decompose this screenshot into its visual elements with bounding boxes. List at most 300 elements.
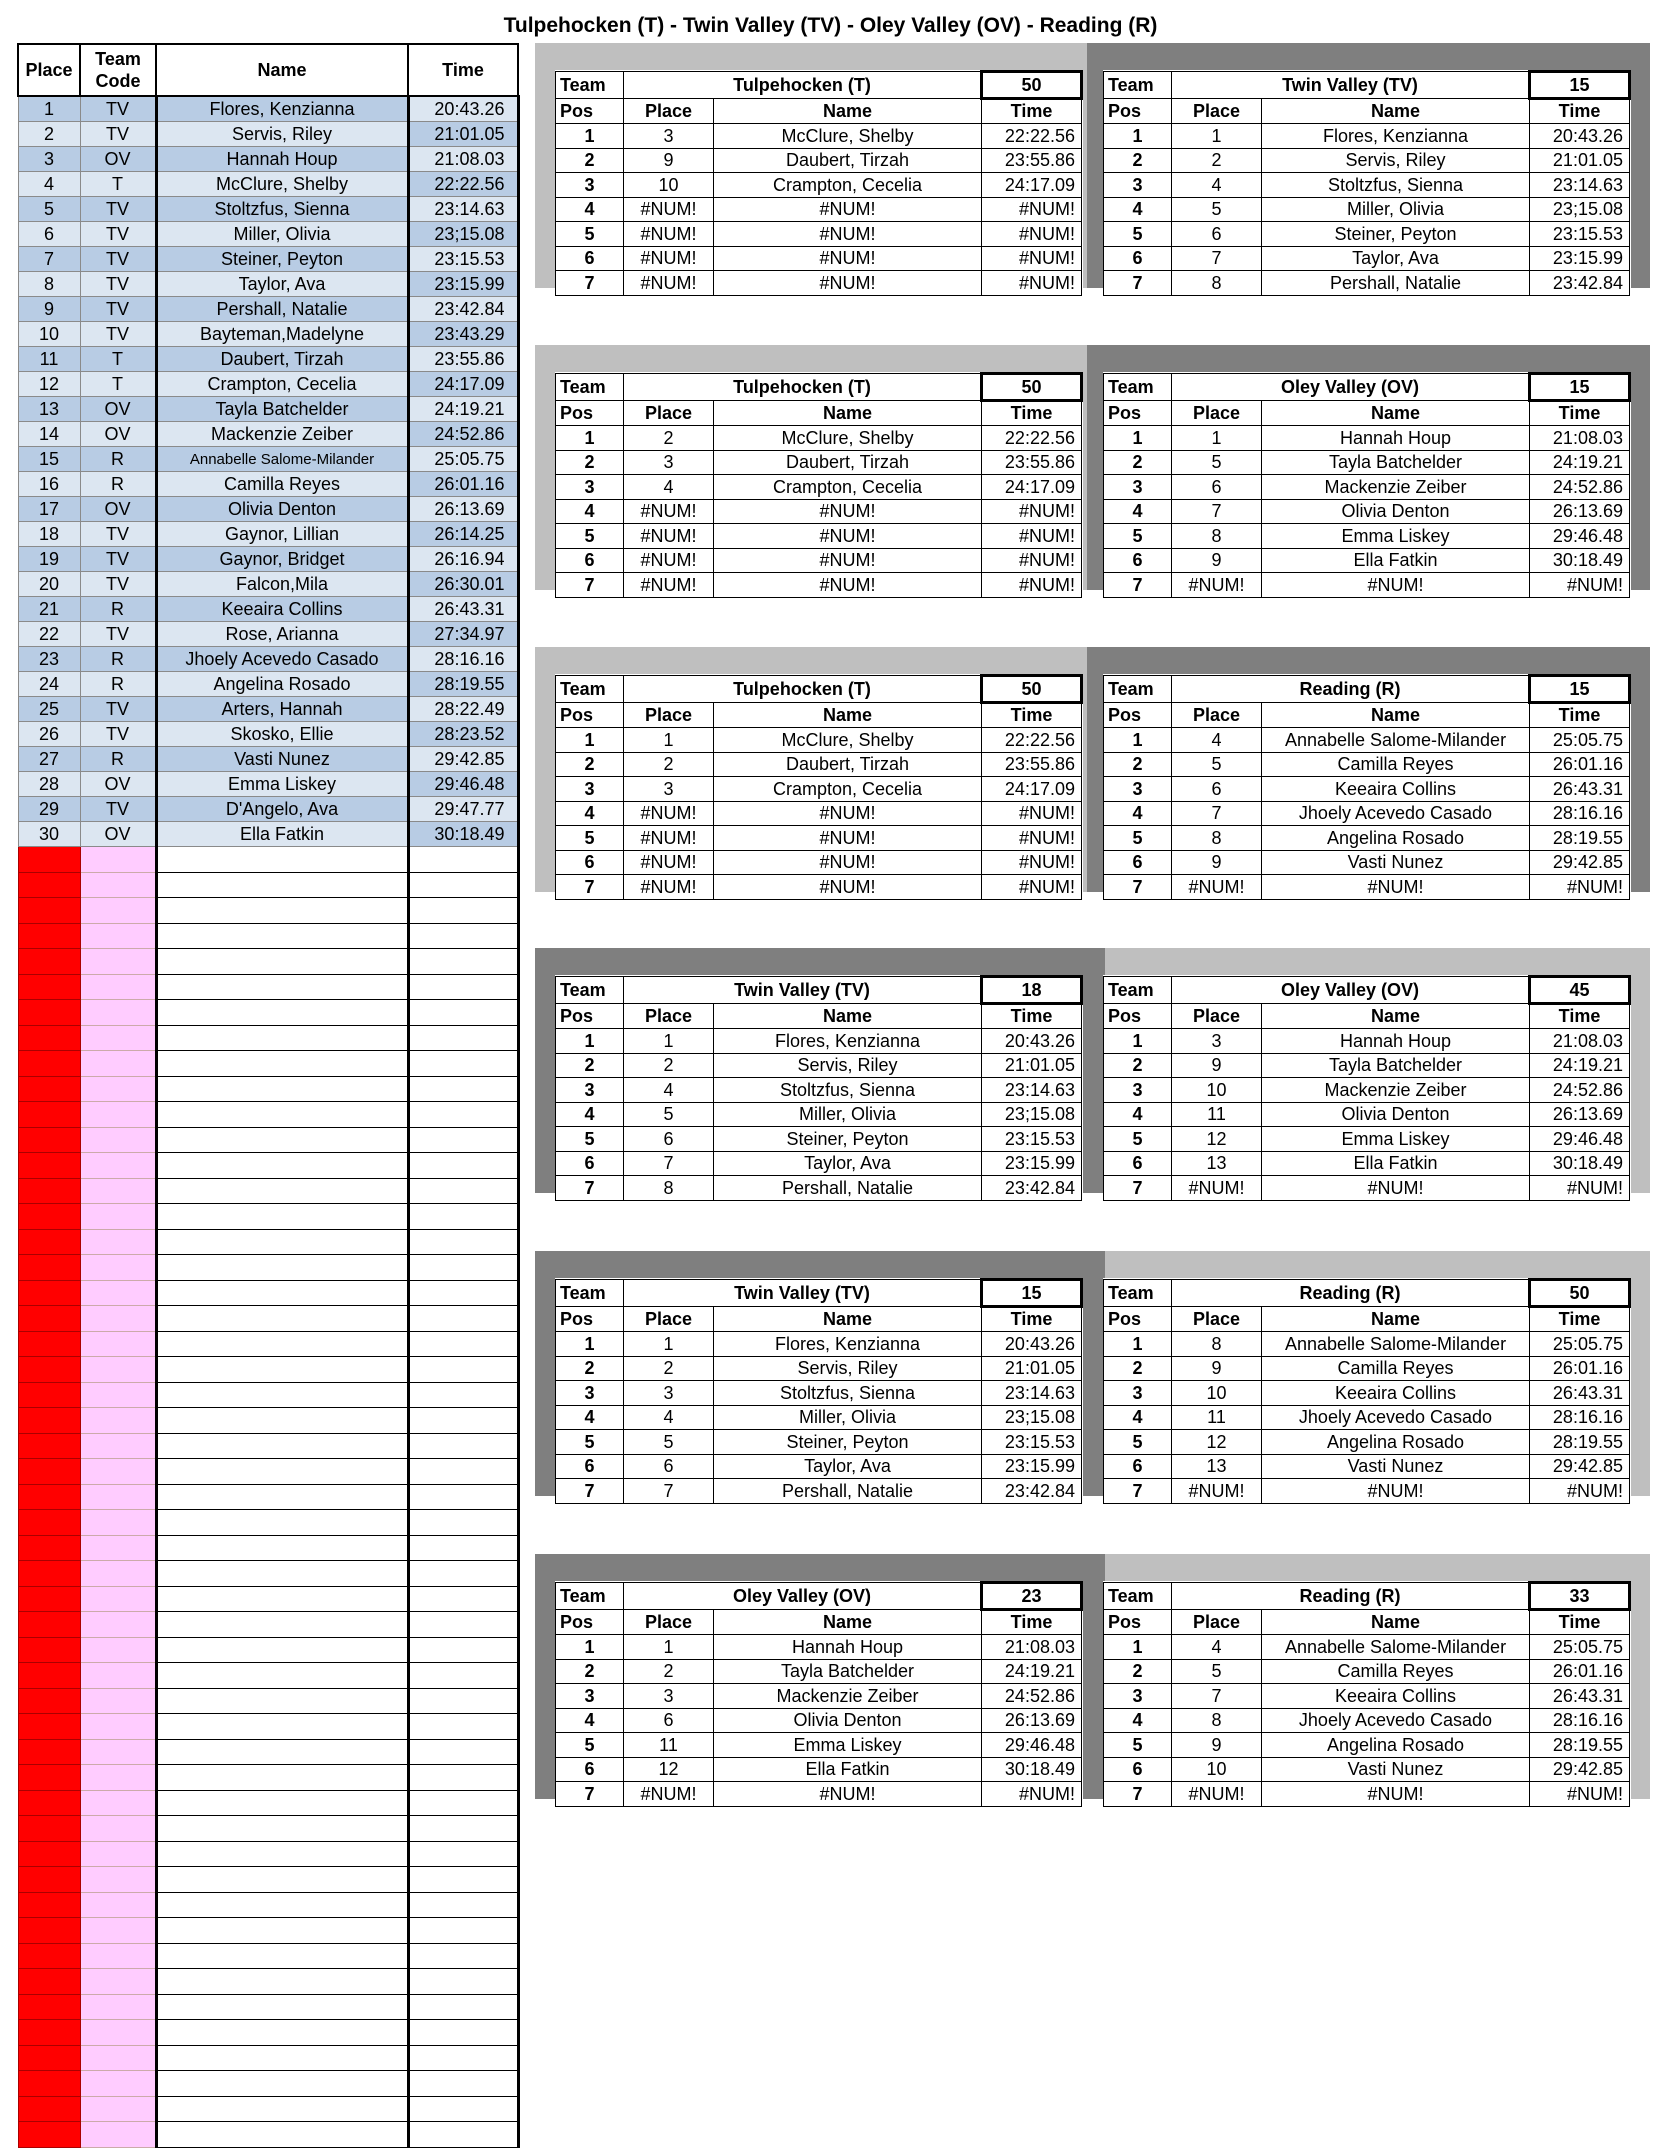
- runner-row: [556, 1332, 1082, 1357]
- runner-place: 3: [624, 450, 714, 475]
- result-place: 2: [18, 122, 80, 147]
- result-team-code: TV: [80, 722, 156, 747]
- empty-cell: [156, 1918, 408, 1944]
- result-time: 28:23.52: [408, 722, 518, 747]
- empty-cell: [18, 1867, 80, 1893]
- runner-name: McClure, Shelby: [714, 426, 982, 451]
- runner-time: 23:42.84: [1530, 271, 1630, 296]
- runner-pos: 5: [556, 1430, 624, 1455]
- empty-row: [18, 2071, 518, 2097]
- empty-cell: [156, 949, 408, 975]
- column-header-row: [1104, 400, 1630, 426]
- empty-cell: [18, 1739, 80, 1765]
- runner-place: 11: [624, 1733, 714, 1758]
- runner-time: 23:42.84: [982, 1479, 1082, 1504]
- empty-row: [18, 898, 518, 924]
- runner-pos: 2: [556, 450, 624, 475]
- pos-label: Pos: [556, 1306, 624, 1332]
- result-team-code: OV: [80, 397, 156, 422]
- team-label: Team: [556, 1583, 624, 1610]
- empty-cell: [80, 1280, 156, 1306]
- result-place: 19: [18, 547, 80, 572]
- empty-cell: [80, 1127, 156, 1153]
- team-header-row: [556, 1280, 1082, 1307]
- runner-pos: 3: [1104, 475, 1172, 500]
- empty-cell: [18, 1331, 80, 1357]
- runner-place: 2: [624, 752, 714, 777]
- runner-row: [1104, 499, 1630, 524]
- empty-cell: [18, 2071, 80, 2097]
- name-label: Name: [714, 400, 982, 426]
- pos-label: Pos: [1104, 1609, 1172, 1635]
- runner-place: 8: [1172, 271, 1262, 296]
- time-label: Time: [982, 1609, 1082, 1635]
- result-time: 24:19.21: [408, 397, 518, 422]
- team-score: 50: [1530, 1280, 1630, 1307]
- empty-cell: [408, 1357, 518, 1383]
- result-row: [18, 172, 518, 197]
- empty-cell: [18, 949, 80, 975]
- runner-row: [556, 426, 1082, 451]
- result-time: 23:15.99: [408, 272, 518, 297]
- runner-place: 11: [1172, 1102, 1262, 1127]
- empty-row: [18, 1459, 518, 1485]
- runner-name: Hannah Houp: [1262, 1029, 1530, 1054]
- pos-label: Pos: [1104, 702, 1172, 728]
- runner-name: Flores, Kenzianna: [714, 1029, 982, 1054]
- result-place: 20: [18, 572, 80, 597]
- runner-row: [556, 1684, 1082, 1709]
- runner-place: 7: [624, 1479, 714, 1504]
- empty-cell: [18, 2045, 80, 2071]
- runner-name: Pershall, Natalie: [1262, 271, 1530, 296]
- empty-cell: [80, 1178, 156, 1204]
- name-label: Name: [714, 98, 982, 124]
- result-team-code: TV: [80, 547, 156, 572]
- runner-place: #NUM!: [624, 1782, 714, 1807]
- runner-row: [1104, 450, 1630, 475]
- team-score: 50: [982, 72, 1082, 99]
- team-name: Reading (R): [1172, 676, 1530, 703]
- result-team-code: R: [80, 672, 156, 697]
- runner-pos: 3: [556, 1684, 624, 1709]
- empty-cell: [18, 1765, 80, 1791]
- empty-cell: [80, 1357, 156, 1383]
- empty-cell: [408, 1816, 518, 1842]
- runner-name: #NUM!: [714, 850, 982, 875]
- team-label: Team: [1104, 676, 1172, 703]
- runner-row: [556, 1659, 1082, 1684]
- runner-place: 8: [1172, 524, 1262, 549]
- empty-row: [18, 1969, 518, 1995]
- empty-cell: [156, 1076, 408, 1102]
- runner-row: [1104, 875, 1630, 900]
- runner-pos: 1: [556, 728, 624, 753]
- empty-row: [18, 1841, 518, 1867]
- runner-time: #NUM!: [982, 573, 1082, 598]
- runner-row: [556, 499, 1082, 524]
- result-row: [18, 447, 518, 472]
- runner-place: #NUM!: [624, 826, 714, 851]
- team-table: [555, 1278, 1083, 1504]
- result-team-code: R: [80, 747, 156, 772]
- runner-place: 5: [1172, 450, 1262, 475]
- result-name: Rose, Arianna: [156, 622, 408, 647]
- runner-time: 26:01.16: [1530, 752, 1630, 777]
- runner-row: [1104, 1381, 1630, 1406]
- dual-meet-block: [535, 345, 1650, 595]
- result-row: [18, 597, 518, 622]
- result-place: 15: [18, 447, 80, 472]
- runner-name: Crampton, Cecelia: [714, 173, 982, 198]
- runner-name: Hannah Houp: [714, 1635, 982, 1660]
- team-score: 45: [1530, 977, 1630, 1004]
- empty-cell: [18, 1892, 80, 1918]
- empty-cell: [156, 847, 408, 873]
- runner-pos: 4: [556, 801, 624, 826]
- runner-pos: 4: [1104, 1102, 1172, 1127]
- place-label: Place: [1172, 1306, 1262, 1332]
- runner-place: 4: [1172, 728, 1262, 753]
- empty-row: [18, 1331, 518, 1357]
- empty-cell: [408, 923, 518, 949]
- empty-row: [18, 1612, 518, 1638]
- runner-pos: 3: [556, 475, 624, 500]
- empty-cell: [18, 1484, 80, 1510]
- result-row: [18, 322, 518, 347]
- runner-row: [1104, 1127, 1630, 1152]
- runner-time: #NUM!: [982, 271, 1082, 296]
- runner-row: [1104, 777, 1630, 802]
- result-team-code: TV: [80, 96, 156, 122]
- empty-cell: [408, 2020, 518, 2046]
- result-place: 30: [18, 822, 80, 847]
- runner-place: 13: [1172, 1151, 1262, 1176]
- place-label: Place: [624, 1609, 714, 1635]
- runner-place: 2: [1172, 148, 1262, 173]
- empty-row: [18, 1102, 518, 1128]
- runner-time: 23:14.63: [982, 1381, 1082, 1406]
- runner-time: 23:55.86: [982, 752, 1082, 777]
- pos-label: Pos: [556, 702, 624, 728]
- team-score: 15: [1530, 72, 1630, 99]
- runner-pos: 1: [1104, 1332, 1172, 1357]
- team-name: Oley Valley (OV): [1172, 374, 1530, 401]
- team-score: 33: [1530, 1583, 1630, 1610]
- runner-pos: 7: [556, 1176, 624, 1201]
- dual-meet-block: [535, 1554, 1650, 1804]
- runner-pos: 6: [556, 548, 624, 573]
- runner-time: 23:42.84: [982, 1176, 1082, 1201]
- result-time: 26:14.25: [408, 522, 518, 547]
- empty-cell: [80, 1969, 156, 1995]
- runner-pos: 1: [1104, 728, 1172, 753]
- empty-cell: [156, 1714, 408, 1740]
- team-label: Team: [556, 72, 624, 99]
- result-place: 28: [18, 772, 80, 797]
- empty-row: [18, 923, 518, 949]
- result-place: 5: [18, 197, 80, 222]
- result-name: Gaynor, Bridget: [156, 547, 408, 572]
- runner-name: #NUM!: [1262, 573, 1530, 598]
- runner-pos: 2: [1104, 1356, 1172, 1381]
- result-time: 21:08.03: [408, 147, 518, 172]
- runner-place: 1: [1172, 124, 1262, 149]
- runner-place: #NUM!: [624, 573, 714, 598]
- empty-cell: [156, 1331, 408, 1357]
- empty-cell: [80, 1535, 156, 1561]
- runner-time: #NUM!: [982, 875, 1082, 900]
- team-table: [1103, 1581, 1631, 1807]
- runner-name: #NUM!: [714, 1782, 982, 1807]
- empty-cell: [156, 1561, 408, 1587]
- pos-label: Pos: [556, 1003, 624, 1029]
- runner-place: 1: [624, 1029, 714, 1054]
- empty-cell: [408, 1739, 518, 1765]
- runner-pos: 6: [1104, 1151, 1172, 1176]
- runner-place: 9: [624, 148, 714, 173]
- runner-pos: 2: [1104, 450, 1172, 475]
- runner-time: 22:22.56: [982, 124, 1082, 149]
- result-time: 26:01.16: [408, 472, 518, 497]
- runner-name: Olivia Denton: [714, 1708, 982, 1733]
- empty-cell: [156, 2071, 408, 2097]
- empty-cell: [156, 974, 408, 1000]
- runner-pos: 6: [1104, 548, 1172, 573]
- runner-row: [556, 752, 1082, 777]
- column-header-row: [1104, 1003, 1630, 1029]
- pos-label: Pos: [1104, 1306, 1172, 1332]
- empty-cell: [156, 1739, 408, 1765]
- result-time: 23:42.84: [408, 297, 518, 322]
- empty-cell: [80, 1739, 156, 1765]
- runner-place: 3: [624, 1381, 714, 1406]
- runner-row: [1104, 124, 1630, 149]
- runner-place: 1: [624, 1635, 714, 1660]
- result-time: 29:47.77: [408, 797, 518, 822]
- time-label: Time: [1530, 400, 1630, 426]
- runner-time: 23:15.99: [1530, 246, 1630, 271]
- runner-row: [556, 1405, 1082, 1430]
- runner-pos: 4: [1104, 1405, 1172, 1430]
- runner-time: 29:42.85: [1530, 850, 1630, 875]
- empty-row: [18, 1178, 518, 1204]
- header-place: Place: [18, 44, 80, 96]
- result-name: Gaynor, Lillian: [156, 522, 408, 547]
- empty-cell: [80, 1688, 156, 1714]
- result-team-code: TV: [80, 622, 156, 647]
- runner-place: #NUM!: [624, 222, 714, 247]
- empty-cell: [156, 1000, 408, 1026]
- results-table: [17, 43, 520, 2148]
- runner-time: 29:46.48: [1530, 1127, 1630, 1152]
- result-place: 29: [18, 797, 80, 822]
- runner-pos: 5: [556, 524, 624, 549]
- empty-cell: [80, 1255, 156, 1281]
- result-place: 16: [18, 472, 80, 497]
- result-name: McClure, Shelby: [156, 172, 408, 197]
- empty-cell: [408, 1994, 518, 2020]
- runner-time: 22:22.56: [982, 426, 1082, 451]
- empty-cell: [18, 1459, 80, 1485]
- empty-cell: [156, 923, 408, 949]
- runner-name: #NUM!: [714, 524, 982, 549]
- runner-time: 30:18.49: [982, 1757, 1082, 1782]
- empty-cell: [18, 1178, 80, 1204]
- runner-name: Tayla Batchelder: [1262, 1053, 1530, 1078]
- runner-row: [556, 1430, 1082, 1455]
- result-place: 13: [18, 397, 80, 422]
- runner-pos: 3: [1104, 1684, 1172, 1709]
- empty-cell: [408, 949, 518, 975]
- runner-place: 4: [624, 475, 714, 500]
- empty-row: [18, 1025, 518, 1051]
- pos-label: Pos: [556, 1609, 624, 1635]
- result-team-code: TV: [80, 297, 156, 322]
- runner-name: Camilla Reyes: [1262, 1659, 1530, 1684]
- runner-pos: 2: [556, 752, 624, 777]
- runner-time: #NUM!: [1530, 1782, 1630, 1807]
- empty-cell: [156, 1229, 408, 1255]
- runner-row: [1104, 1684, 1630, 1709]
- column-header-row: [556, 1306, 1082, 1332]
- place-label: Place: [624, 98, 714, 124]
- result-team-code: T: [80, 372, 156, 397]
- runner-row: [1104, 148, 1630, 173]
- empty-cell: [80, 1408, 156, 1434]
- runner-name: Mackenzie Zeiber: [714, 1684, 982, 1709]
- runner-row: [1104, 1757, 1630, 1782]
- pos-label: Pos: [556, 98, 624, 124]
- result-time: 22:22.56: [408, 172, 518, 197]
- runner-time: #NUM!: [982, 222, 1082, 247]
- result-row: [18, 522, 518, 547]
- result-place: 25: [18, 697, 80, 722]
- empty-cell: [80, 1714, 156, 1740]
- runner-name: Vasti Nunez: [1262, 1454, 1530, 1479]
- empty-cell: [156, 1178, 408, 1204]
- result-team-code: T: [80, 172, 156, 197]
- runner-name: Emma Liskey: [1262, 524, 1530, 549]
- runner-name: Angelina Rosado: [1262, 826, 1530, 851]
- result-row: [18, 247, 518, 272]
- runner-place: 11: [1172, 1405, 1262, 1430]
- runner-place: 7: [1172, 499, 1262, 524]
- empty-cell: [18, 1612, 80, 1638]
- empty-cell: [80, 1510, 156, 1536]
- runner-row: [556, 1102, 1082, 1127]
- runner-row: [556, 222, 1082, 247]
- empty-cell: [80, 1943, 156, 1969]
- runner-pos: 3: [1104, 173, 1172, 198]
- result-name: Bayteman,Madelyne: [156, 322, 408, 347]
- runner-time: 28:19.55: [1530, 1733, 1630, 1758]
- empty-cell: [80, 2071, 156, 2097]
- runner-name: McClure, Shelby: [714, 728, 982, 753]
- runner-row: [1104, 173, 1630, 198]
- result-team-code: OV: [80, 147, 156, 172]
- runner-pos: 7: [1104, 1782, 1172, 1807]
- empty-row: [18, 1255, 518, 1281]
- name-label: Name: [714, 1003, 982, 1029]
- runner-name: Mackenzie Zeiber: [1262, 1078, 1530, 1103]
- result-team-code: TV: [80, 797, 156, 822]
- runner-row: [556, 1635, 1082, 1660]
- empty-cell: [18, 872, 80, 898]
- empty-cell: [80, 1459, 156, 1485]
- empty-cell: [156, 1663, 408, 1689]
- empty-cell: [80, 1994, 156, 2020]
- result-team-code: T: [80, 347, 156, 372]
- runner-time: 24:19.21: [1530, 1053, 1630, 1078]
- runner-place: 1: [1172, 426, 1262, 451]
- empty-cell: [408, 1484, 518, 1510]
- team-table: [1103, 372, 1631, 598]
- runner-time: 23;15.08: [982, 1102, 1082, 1127]
- result-place: 4: [18, 172, 80, 197]
- header-team-code: [80, 44, 156, 96]
- result-time: 23:14.63: [408, 197, 518, 222]
- runner-row: [1104, 1102, 1630, 1127]
- runner-row: [1104, 475, 1630, 500]
- runner-name: McClure, Shelby: [714, 124, 982, 149]
- empty-cell: [80, 1612, 156, 1638]
- name-label: Name: [1262, 98, 1530, 124]
- team-table: [555, 1581, 1083, 1807]
- runner-pos: 2: [556, 1053, 624, 1078]
- runner-time: 21:01.05: [982, 1356, 1082, 1381]
- empty-cell: [80, 1331, 156, 1357]
- empty-row: [18, 1306, 518, 1332]
- runner-time: 24:52.86: [1530, 475, 1630, 500]
- empty-row: [18, 1051, 518, 1077]
- empty-cell: [18, 1153, 80, 1179]
- result-name: Taylor, Ava: [156, 272, 408, 297]
- dual-meet-block: [535, 1251, 1650, 1501]
- runner-row: [1104, 826, 1630, 851]
- result-row: [18, 347, 518, 372]
- runner-time: 25:05.75: [1530, 728, 1630, 753]
- empty-row: [18, 1433, 518, 1459]
- column-header-row: [1104, 98, 1630, 124]
- runner-row: [556, 1733, 1082, 1758]
- team-score: 15: [982, 1280, 1082, 1307]
- place-label: Place: [1172, 702, 1262, 728]
- runner-place: 8: [1172, 1332, 1262, 1357]
- empty-cell: [408, 1051, 518, 1077]
- empty-cell: [156, 1637, 408, 1663]
- runner-pos: 6: [1104, 1757, 1172, 1782]
- result-time: 23:43.29: [408, 322, 518, 347]
- column-header-row: [1104, 1306, 1630, 1332]
- runner-place: 4: [624, 1405, 714, 1430]
- empty-cell: [80, 1051, 156, 1077]
- pos-label: Pos: [1104, 400, 1172, 426]
- name-label: Name: [1262, 1609, 1530, 1635]
- runner-name: Angelina Rosado: [1262, 1733, 1530, 1758]
- empty-row: [18, 1586, 518, 1612]
- team-table: [1103, 674, 1631, 900]
- runner-pos: 2: [556, 148, 624, 173]
- empty-cell: [408, 1714, 518, 1740]
- empty-cell: [80, 1790, 156, 1816]
- runner-place: 7: [1172, 1684, 1262, 1709]
- result-place: 18: [18, 522, 80, 547]
- team-label: Team: [556, 1280, 624, 1307]
- team-name: Twin Valley (TV): [624, 977, 982, 1004]
- runner-place: #NUM!: [1172, 1176, 1262, 1201]
- result-name: Crampton, Cecelia: [156, 372, 408, 397]
